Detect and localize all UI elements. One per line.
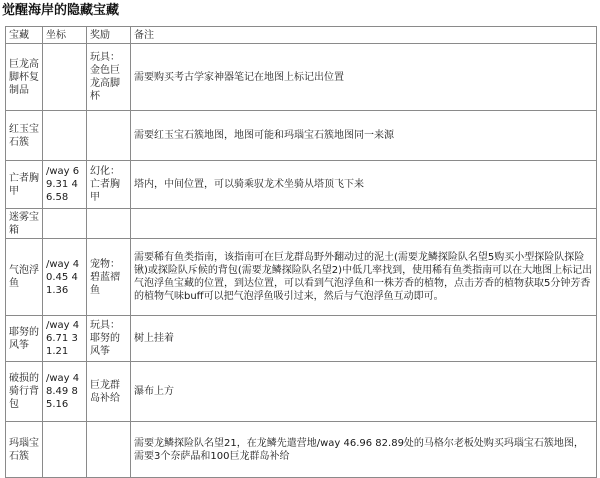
cell-treasure: 耶努的风筝: [6, 316, 43, 362]
cell-reward: [87, 111, 131, 161]
cell-treasure: 迷雾宝箱: [6, 209, 43, 239]
cell-reward: [87, 422, 131, 478]
table-header-row: [6, 27, 597, 44]
cell-note: 需要龙鳞探险队名望21，在龙鳞先遣营地/way 46.96 82.89处的马格尔老板处购买玛瑙宝石簇地图，需要3个奈萨晶和100巨龙群岛补给: [131, 422, 597, 478]
cell-coords: [43, 422, 87, 478]
cell-coords: [43, 44, 87, 111]
cell-treasure: 巨龙高脚杯复制品: [6, 44, 43, 111]
cell-note: 塔内，中间位置，可以骑乘驭龙术坐骑从塔顶飞下来: [131, 161, 597, 209]
cell-treasure: 亡者胸甲: [6, 161, 43, 209]
cell-reward: 幻化：亡者胸甲: [87, 161, 131, 209]
cell-reward: 宠物：碧蓝褶鱼: [87, 239, 131, 316]
header-treasure: 宝藏: [6, 27, 43, 44]
cell-treasure: 破损的骑行背包: [6, 362, 43, 422]
page-title: 觉醒海岸的隐藏宝藏: [2, 3, 120, 18]
table-row: [6, 111, 597, 161]
cell-note: 瀑布上方: [131, 362, 597, 422]
table-row: [6, 239, 597, 316]
cell-treasure: 玛瑙宝石簇: [6, 422, 43, 478]
cell-reward: 玩具：耶努的风筝: [87, 316, 131, 362]
cell-note: 需要购买考古学家神器笔记在地图上标记出位置: [131, 44, 597, 111]
cell-note: 需要红玉宝石簇地图，地图可能和玛瑙宝石簇地图同一来源: [131, 111, 597, 161]
cell-reward: 巨龙群岛补给: [87, 362, 131, 422]
treasure-table: [5, 26, 597, 478]
cell-note: 需要稀有鱼类指南，该指南可在巨龙群岛野外翻动过的泥土(需要龙鳞探险队名望5购买小型探险队探险锹)或探险队斥候的背包(需要龙鳞探险队名望2)中低几率找到，使用稀有鱼类指南可以在大地图上标记出气泡浮鱼宝藏的位置，到达位置，可以看到气泡浮鱼和一株芳香的植物，点击芳香的植物获取5分钟芳香的植物气味buff可以把气泡浮鱼吸引过来，然后与气泡浮鱼互动即可。: [131, 239, 597, 316]
cell-coords: /way 40.45 41.36: [43, 239, 87, 316]
cell-coords: /way 48.49 85.16: [43, 362, 87, 422]
header-note: 备注: [131, 27, 597, 44]
header-reward: 奖励: [87, 27, 131, 44]
cell-treasure: 气泡浮鱼: [6, 239, 43, 316]
cell-note: 树上挂着: [131, 316, 597, 362]
header-coords: 坐标: [43, 27, 87, 44]
table-row: [6, 44, 597, 111]
table-row: [6, 422, 597, 478]
cell-coords: /way 46.71 31.21: [43, 316, 87, 362]
table-row: [6, 161, 597, 209]
cell-treasure: 红玉宝石簇: [6, 111, 43, 161]
table-row: [6, 362, 597, 422]
table-row: [6, 316, 597, 362]
cell-reward: [87, 209, 131, 239]
cell-coords: /way 69.31 46.58: [43, 161, 87, 209]
cell-note: [131, 209, 597, 239]
table-row: [6, 209, 597, 239]
cell-coords: [43, 209, 87, 239]
cell-reward: 玩具：金色巨龙高脚杯: [87, 44, 131, 111]
cell-coords: [43, 111, 87, 161]
